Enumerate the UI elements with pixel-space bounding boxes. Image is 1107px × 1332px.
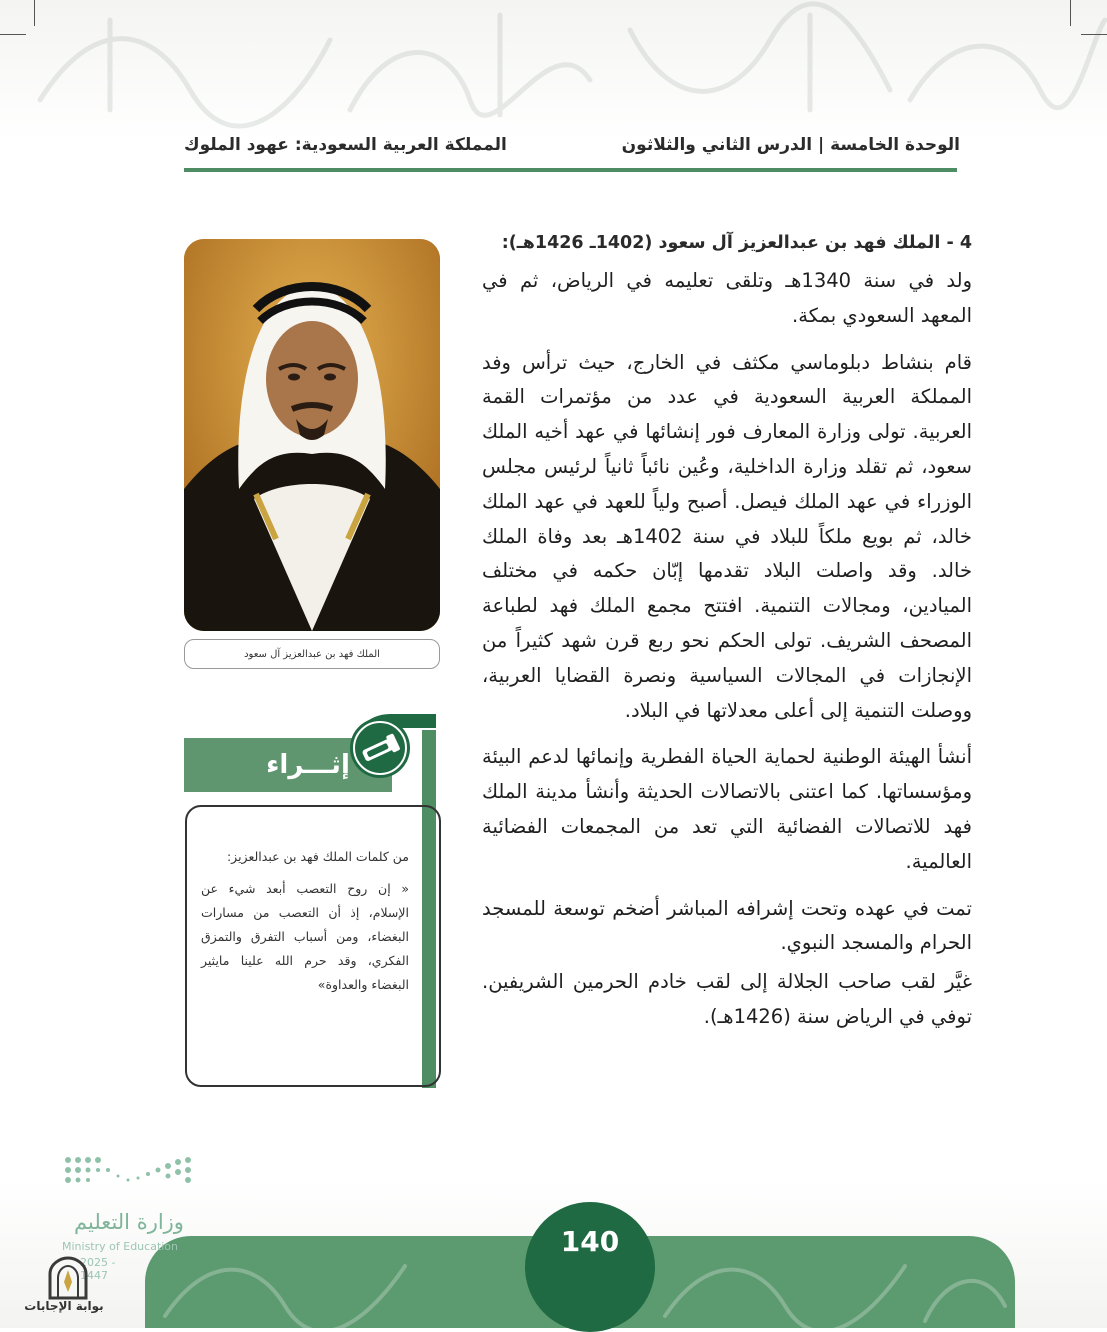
page-number-badge xyxy=(525,1202,655,1332)
page-header xyxy=(184,130,960,160)
paragraph: تمت في عهده وتحت إشرافه المباشر أضخم توسعة للمسجد الحرام والمسجد النبوي. xyxy=(482,896,972,955)
page-number: 140 xyxy=(560,1225,620,1258)
edition-year: 2025 - 1447 xyxy=(80,1256,116,1282)
portal-logo-icon xyxy=(38,1256,98,1300)
portrait-caption: الملك فهد بن عبدالعزيز آل سعود xyxy=(184,639,440,669)
ithraa-intro: من كلمات الملك فهد بن عبدالعزيز: xyxy=(226,849,409,864)
header-lesson: الوحدة الخامسة | الدرس الثاني والثلاثون xyxy=(621,135,960,155)
portal-label: بوابة الإجابات xyxy=(24,1299,104,1313)
paragraph: غيَّر لقب صاحب الجلالة إلى لقب خادم الحرمين الشريفين. توفي في الرياض سنة (1426هـ). xyxy=(482,970,972,1028)
crop-mark xyxy=(1081,34,1107,35)
header-divider xyxy=(184,168,957,172)
ministry-name-en: Ministry of Education xyxy=(62,1240,179,1253)
header-topic: المملكة العربية السعودية: عهود الملوك xyxy=(184,135,507,155)
paragraph: ولد في سنة 1340هـ وتلقى تعليمه في الرياض، ثم في المعهد السعودي بمكة. xyxy=(482,269,972,327)
crop-mark xyxy=(34,0,35,26)
ithraa-content xyxy=(201,845,409,1005)
section-title: 4 - الملك فهد بن عبدالعزيز آل سعود (1402ـ 1426هـ): xyxy=(501,233,972,253)
king-portrait xyxy=(184,239,440,631)
paragraph: قام بنشاط دبلوماسي مكثف في الخارج، حيث ترأس وفد المملكة العربية السعودية في عدد من مؤتمرات القمة العربية. تولى وزارة المعارف فور إنشائها في عهد أخيه الملك سعود، ثم تقلد وزارة الداخلية، وعُين نائباً ثانياً لرئيس مجلس الوزراء في عهد الملك فيصل. أصبح ولياً للعهد في عهد الملك خالد، ثم بويع ملكاً للبلاد في سنة 1402هـ بعد وفاة الملك خالد. وقد واصلت البلاد تقدمها إبّان حكمه في مختلف الميادين، ومجالات التنمية. افتتح مجمع الملك فهد لطباعة المصحف الشريف. تولى الحكم نحو ربع قرن شهد كثيراً من الإنجازات في المجالات السياسية ونصرة القضايا العربية، ووصلت التنمية إلى أعلى معدلاتها في البلاد. xyxy=(482,350,972,722)
ithraa-quote: « إن روح التعصب أبعد شيء عن الإسلام، إذ أن التعصب من مسارات البغضاء، ومن أسباب التفرق والتمزق الفكري، وقد حرم الله علينا مايثير البغضاء والعداوة» xyxy=(201,881,409,992)
calligraphy-pattern-top xyxy=(30,0,1107,130)
crop-mark xyxy=(0,34,26,35)
main-text-column xyxy=(482,228,972,1047)
telescope-icon xyxy=(348,716,412,780)
ithraa-title: إثـــراء xyxy=(266,750,350,780)
paragraph: أنشأ الهيئة الوطنية لحماية الحياة الفطرية وإنمائها لدعم البيئة ومؤسساتها. كما اعتنى بالاتصالات الحديثة وأنشأ مدينة الملك فهد للاتصالات الفضائية التي تعد من المجمعات الفضائية العالمية. xyxy=(482,745,972,873)
crop-mark xyxy=(1070,0,1071,26)
ministry-name: وزارة التعليم xyxy=(74,1210,184,1234)
portrait-illustration xyxy=(184,239,440,631)
